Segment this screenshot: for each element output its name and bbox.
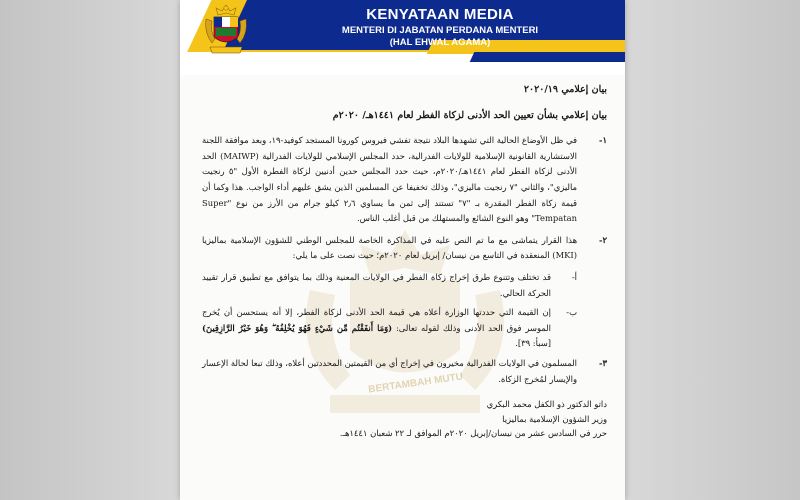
header-banner (180, 0, 625, 75)
paragraph-number: ٣- (599, 357, 607, 368)
banner-subtitle-ministry: MENTERI DI JABATAN PERDANA MENTERI (341, 25, 539, 36)
background-left (0, 0, 180, 500)
banner-blue-accent (470, 52, 625, 62)
paragraph-text: في ظل الأوضاع الحالية التي تشهدها البلاد نتيجة تفشي فيروس كورونا المستجد كوفيد-١٩، وبعد موافقة اللجنة الاستشارية القانونية الإسلامية للولايات الفدرالية، حدد المجلس الإسلامي للولايات الفدرالية (MAIWP) الحد الأدنى لزكاة الفطر لعام ١٤٤١هـ/٢٠٢٠م، حيث حدد المجلس حدين أدنيين لزكاة الفطرة الأول "٥ رنجيت ماليزي"، والثاني "٧ رنجيت ماليزي"، وذلك تخفيفا عن المسلمين الذين يشق عليهم أداء الواجب. هذا وكما أن قيمة زكاة الفطر المقدرة بـ "٧" تستند إلى ثمن ما يساوي ٢٫٦ كيلو جرام من الأرز من نوع "Super Tempatan" وهو النوع الشائع والمستهلك من قبل أغلب الناس. (202, 135, 577, 224)
paragraph-1 (202, 133, 607, 227)
signatory-name: داتو الدكتور ذو الكفل محمد البكري (486, 399, 607, 410)
paragraph-number: ١- (599, 135, 607, 146)
banner-subtitle-religious-affairs: (HAL EHWAL AGAMA) (389, 37, 491, 48)
verse-citation: [سبأ: ٣٩]. (515, 338, 551, 349)
sub-item-letter: أ- (571, 271, 577, 282)
paragraph-2 (202, 233, 607, 264)
paragraph-number: ٢- (599, 234, 607, 245)
statement-body (202, 80, 607, 441)
paragraph-text: المسلمون في الولايات الفدرالية مخيرون في إخراج أي من القيمتين المحددتين أعلاه، وذلك تبعا لحالة الإعسار والإيسار لمُخرج الزكاة. (202, 357, 577, 384)
quran-verse-quote: (وَمَا أَنفَقْتُم مِّن شَيْءٍ فَهُوَ يُخْلِفُهُ ۖ وَهُوَ خَيْرُ الرَّازِقِينَ) (202, 322, 393, 333)
sub-item-text: قد تختلف وتتنوع طرق إخراج زكاة الفطر في الولايات المعنية وذلك بما يتوافق مع تطبيق قرار تقييد الحركة الحالي. (202, 271, 551, 298)
sub-item-text-wrap (202, 305, 551, 352)
sub-item-b (202, 305, 607, 352)
issue-date: حرر في السادس عشر من نيسان/إبريل ٢٠٢٠م الموافق لـ ٢٢ شعبان ١٤٤١هـ. (339, 428, 607, 439)
watermark-motto: BERTAMBAH MUTU (367, 371, 464, 396)
banner-title: KENYATAAN MEDIA (366, 6, 514, 23)
sub-item-letter: ب- (566, 307, 577, 318)
paragraph-text: هذا القرار يتماشى مع ما تم النص عليه في المذاكرة الخاصة للمجلس الوطني للشؤون الإسلامية بماليزيا (MKI) المنعقدة في التاسع من نيسان/ إبريل لعام ٢٠٢٠م؛ حيث نصت على ما يلي: (202, 234, 577, 261)
signatory-title: وزير الشؤون الإسلامية بماليزيا (502, 413, 607, 424)
press-statement-document (180, 0, 625, 500)
paragraph-3 (202, 356, 607, 387)
signature-block (202, 397, 607, 441)
statement-reference: بيان إعلامي ٢٠٢٠/١٩ (523, 84, 607, 95)
sub-item-text: إن القيمة التي حددتها الوزارة أعلاه هي قيمة الحد الأدنى لزكاة الفطر، إلا أنه يستحسن أن يُخرج الموسر فوق الحد الأدنى وذلك لقوله تعالى: (202, 307, 551, 333)
background-right (625, 0, 800, 500)
sub-item-a (202, 270, 607, 301)
statement-subject: بيان إعلامي بشأن تعيين الحد الأدنى لزكاة الفطر لعام ١٤٤١هـ/ ٢٠٢٠م (332, 109, 607, 121)
malaysia-coat-of-arms-icon (202, 3, 250, 61)
